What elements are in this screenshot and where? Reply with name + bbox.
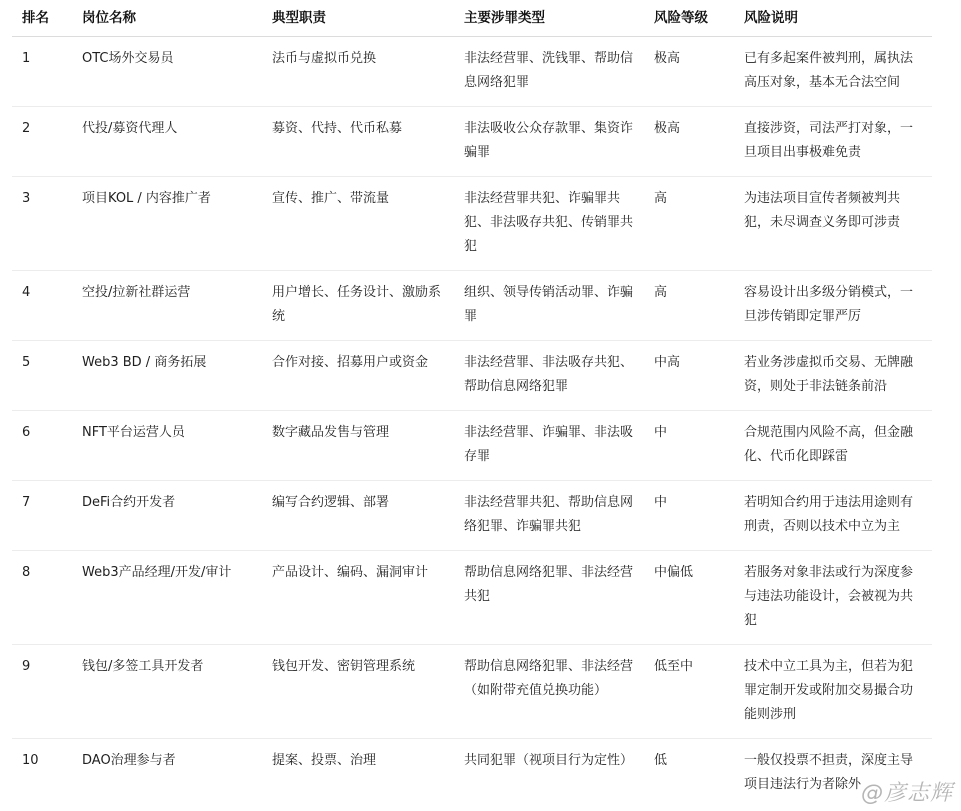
cell-risk-note: 技术中立工具为主，但若为犯罪定制开发或附加交易撮合功能则涉刑: [734, 645, 932, 739]
table-row: [12, 411, 932, 481]
cell-duties: 用户增长、任务设计、激励系统: [262, 271, 454, 341]
cell-rank: 5: [12, 341, 72, 411]
cell-position: 项目KOL / 内容推广者: [72, 177, 262, 271]
cell-rank: 6: [12, 411, 72, 481]
cell-crimes: 共同犯罪（视项目行为定性）: [464, 753, 634, 768]
cell-risk-note: 若服务对象非法或行为深度参与违法功能设计，会被视为共犯: [734, 551, 932, 645]
table-row: [12, 37, 932, 107]
cell-risk-note: 一般仅投票不担责，深度主导项目违法行为者除外: [744, 753, 914, 792]
cell-duties: 宣传、推广、带流量: [262, 177, 454, 271]
header-risk-level: 风险等级: [644, 0, 734, 37]
cell-position: Web3产品经理/开发/审计: [72, 551, 262, 645]
cell-rank: 1: [12, 37, 72, 107]
cell-position: OTC场外交易员: [72, 37, 262, 107]
cell-position: Web3 BD / 商务拓展: [72, 341, 262, 411]
cell-risk-level: 中: [644, 481, 734, 551]
header-position: 岗位名称: [72, 0, 262, 37]
cell-risk-level: 极高: [644, 107, 734, 177]
cell-crimes: 非法经营罪、非法吸存共犯、帮助信息网络犯罪: [454, 341, 644, 411]
cell-duties: 编写合约逻辑、部署: [262, 481, 454, 551]
table-header: [12, 0, 932, 37]
table-row: [12, 341, 932, 411]
cell-risk-level: 低至中: [644, 645, 734, 739]
table-row: [12, 107, 932, 177]
cell-rank: 9: [12, 645, 72, 739]
header-crimes: 主要涉罪类型: [454, 0, 644, 37]
cell-risk-level: 高: [644, 271, 734, 341]
header-row: [12, 0, 932, 37]
cell-risk-level: 中: [644, 411, 734, 481]
cell-rank: 10: [22, 753, 39, 768]
table-row: [12, 739, 932, 809]
table-row: [12, 177, 932, 271]
cell-crimes: 非法经营罪共犯、帮助信息网络犯罪、诈骗罪共犯: [454, 481, 644, 551]
cell-risk-level: 中偏低: [644, 551, 734, 645]
cell-risk-note: 直接涉资，司法严打对象，一旦项目出事极难免责: [734, 107, 932, 177]
table-row: [12, 271, 932, 341]
header-duties: 典型职责: [262, 0, 454, 37]
risk-table: [12, 0, 932, 808]
cell-duties: 合作对接、招募用户或资金: [262, 341, 454, 411]
cell-risk-level: 中高: [644, 341, 734, 411]
cell-crimes: 非法吸收公众存款罪、集资诈骗罪: [454, 107, 644, 177]
cell-position: DeFi合约开发者: [72, 481, 262, 551]
cell-risk-note: 若明知合约用于违法用途则有刑责，否则以技术中立为主: [734, 481, 932, 551]
cell-duties: 数字藏品发售与管理: [262, 411, 454, 481]
cell-crimes: 帮助信息网络犯罪、非法经营（如附带充值兑换功能）: [454, 645, 644, 739]
author-watermark: @彦志辉: [860, 781, 953, 806]
cell-duties: 产品设计、编码、漏洞审计: [262, 551, 454, 645]
cell-crimes: 帮助信息网络犯罪、非法经营共犯: [454, 551, 644, 645]
cell-position: 空投/拉新社群运营: [72, 271, 262, 341]
cell-rank: 3: [12, 177, 72, 271]
cell-crimes: 组织、领导传销活动罪、诈骗罪: [454, 271, 644, 341]
cell-crimes: 非法经营罪、诈骗罪、非法吸存罪: [454, 411, 644, 481]
table-row: [12, 481, 932, 551]
cell-risk-level: 极高: [644, 37, 734, 107]
cell-risk-note: 合规范围内风险不高，但金融化、代币化即踩雷: [734, 411, 932, 481]
cell-rank: 7: [12, 481, 72, 551]
table-row: [12, 645, 932, 739]
cell-position: NFT平台运营人员: [72, 411, 262, 481]
cell-rank: 2: [12, 107, 72, 177]
cell-duties: 募资、代持、代币私募: [262, 107, 454, 177]
cell-risk-note: 容易设计出多级分销模式，一旦涉传销即定罪严厉: [734, 271, 932, 341]
cell-position: 代投/募资代理人: [72, 107, 262, 177]
cell-risk-note: 已有多起案件被判刑，属执法高压对象，基本无合法空间: [734, 37, 932, 107]
cell-position: 钱包/多签工具开发者: [72, 645, 262, 739]
cell-risk-note: 为违法项目宣传者频被判共犯，未尽调查义务即可涉责: [734, 177, 932, 271]
cell-rank: 4: [12, 271, 72, 341]
cell-duties: 法币与虚拟币兑换: [262, 37, 454, 107]
cell-crimes: 非法经营罪、洗钱罪、帮助信息网络犯罪: [454, 37, 644, 107]
cell-risk-level: 低: [654, 753, 668, 768]
cell-crimes: 非法经营罪共犯、诈骗罪共犯、非法吸存共犯、传销罪共犯: [454, 177, 644, 271]
table-row: [12, 551, 932, 645]
header-rank: 排名: [12, 0, 72, 37]
cell-position: DAO治理参与者: [82, 753, 176, 768]
cell-risk-level: 高: [644, 177, 734, 271]
cell-duties: 提案、投票、治理: [272, 753, 377, 768]
table-body: [12, 37, 932, 809]
cell-duties: 钱包开发、密钥管理系统: [262, 645, 454, 739]
header-risk-note: 风险说明: [734, 0, 932, 37]
cell-risk-note: 若业务涉虚拟币交易、无牌融资，则处于非法链条前沿: [734, 341, 932, 411]
cell-rank: 8: [12, 551, 72, 645]
